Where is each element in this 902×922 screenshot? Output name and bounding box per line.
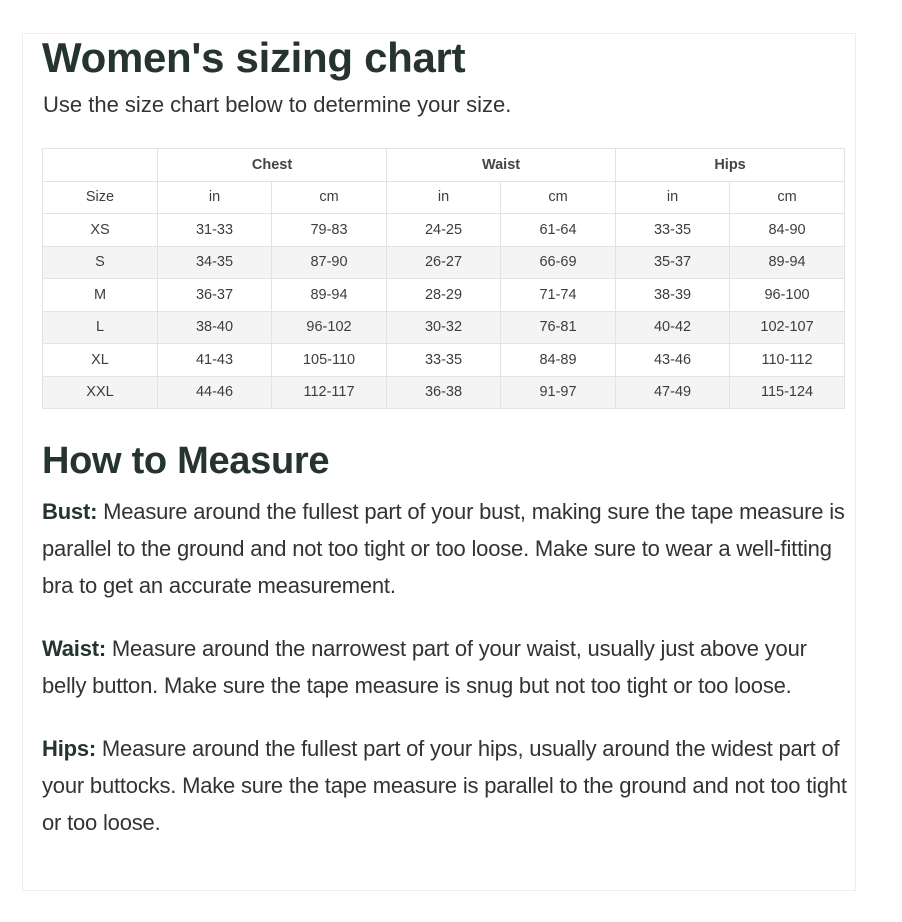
table-cell: 61-64 [501,214,616,247]
sizing-table [42,148,845,409]
page-subtitle: Use the size chart below to determine your size. [43,92,512,117]
table-cell: 84-89 [501,344,616,377]
table-cell: 91-97 [501,376,616,409]
table-cell: 33-35 [387,344,501,377]
table-cell: 26-27 [387,246,501,279]
group-header-row [43,149,845,182]
unit-header: in [616,181,730,214]
table-cell: 112-117 [272,376,387,409]
sizing-page [42,30,852,841]
waist-label: Waist: [42,636,106,661]
table-cell: 36-38 [387,376,501,409]
size-header: Size [43,181,158,214]
unit-header: cm [272,181,387,214]
table-cell: 71-74 [501,279,616,312]
size-cell: XXL [43,376,158,409]
unit-header-row [43,181,845,214]
bust-label: Bust: [42,499,98,524]
table-cell: 41-43 [158,344,272,377]
table-cell: 38-39 [616,279,730,312]
group-header-hips: Hips [616,149,845,182]
table-row [43,279,845,312]
unit-header: cm [730,181,845,214]
table-row [43,376,845,409]
table-cell: 28-29 [387,279,501,312]
size-cell: XL [43,344,158,377]
table-cell: 31-33 [158,214,272,247]
table-row [43,246,845,279]
table-cell: 96-102 [272,311,387,344]
table-cell: 84-90 [730,214,845,247]
table-cell: 102-107 [730,311,845,344]
size-cell: S [43,246,158,279]
size-cell: M [43,279,158,312]
table-cell: 43-46 [616,344,730,377]
table-cell: 30-32 [387,311,501,344]
size-cell: L [43,311,158,344]
table-cell: 87-90 [272,246,387,279]
bust-text: Measure around the fullest part of your bust, making sure the tape measure is parallel to the ground and not too tight or too loose. Make sure to wear a well-fitting bra to get an accurate measurement. [42,499,845,598]
table-cell: 115-124 [730,376,845,409]
group-header-waist: Waist [387,149,616,182]
table-cell: 33-35 [616,214,730,247]
unit-header: cm [501,181,616,214]
table-cell: 89-94 [272,279,387,312]
table-cell: 24-25 [387,214,501,247]
table-cell: 110-112 [730,344,845,377]
hips-text: Measure around the fullest part of your hips, usually around the widest part of your buttocks. Make sure the tape measure is parallel to the ground and not too tight or too loose. [42,736,847,835]
size-cell: XS [43,214,158,247]
waist-paragraph [42,630,852,704]
corner-cell [43,149,158,182]
table-cell: 36-37 [158,279,272,312]
table-cell: 35-37 [616,246,730,279]
table-row [43,214,845,247]
table-cell: 40-42 [616,311,730,344]
table-cell: 89-94 [730,246,845,279]
table-cell: 79-83 [272,214,387,247]
table-row [43,344,845,377]
page-title: Women's sizing chart [42,34,466,81]
bust-paragraph [42,493,852,604]
table-cell: 44-46 [158,376,272,409]
table-row [43,311,845,344]
table-cell: 34-35 [158,246,272,279]
unit-header: in [387,181,501,214]
hips-label: Hips: [42,736,97,761]
table-cell: 105-110 [272,344,387,377]
table-cell: 47-49 [616,376,730,409]
table-cell: 66-69 [501,246,616,279]
measure-heading: How to Measure [42,440,330,482]
group-header-chest: Chest [158,149,387,182]
table-cell: 96-100 [730,279,845,312]
hips-paragraph [42,730,852,841]
waist-text: Measure around the narrowest part of your waist, usually just above your belly button. Make sure the tape measure is snug but not too tight or too loose. [42,636,807,698]
table-cell: 76-81 [501,311,616,344]
table-cell: 38-40 [158,311,272,344]
unit-header: in [158,181,272,214]
